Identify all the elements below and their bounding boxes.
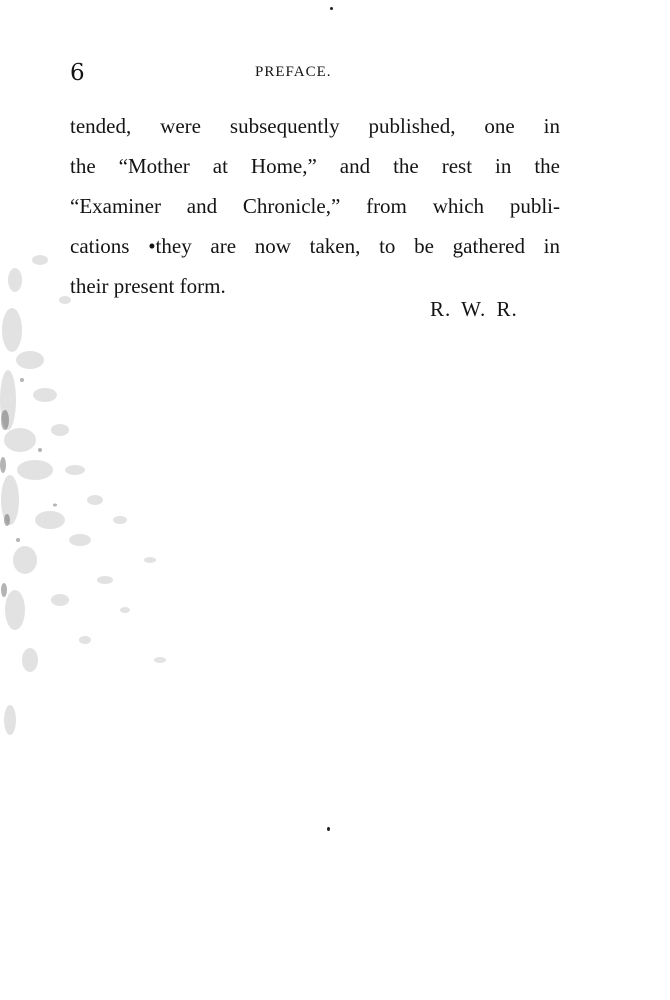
text-line: tended, were subsequently published, one in: [70, 114, 560, 138]
preface-text: [70, 106, 560, 306]
ink-speck: [327, 827, 330, 831]
text-line: “Examiner and Chronicle,” from which publi-: [70, 194, 560, 218]
running-head: [70, 60, 560, 88]
author-initials: R. W. R.: [430, 297, 518, 321]
running-title: PREFACE.: [255, 64, 332, 80]
ink-speck: [330, 7, 333, 10]
text-line: their present form.: [70, 274, 226, 298]
page-number: 6: [70, 60, 85, 86]
text-line: the “Mother at Home,” and the rest in the: [70, 154, 560, 178]
text-line: cations •they are now taken, to be gathered in: [70, 234, 560, 258]
